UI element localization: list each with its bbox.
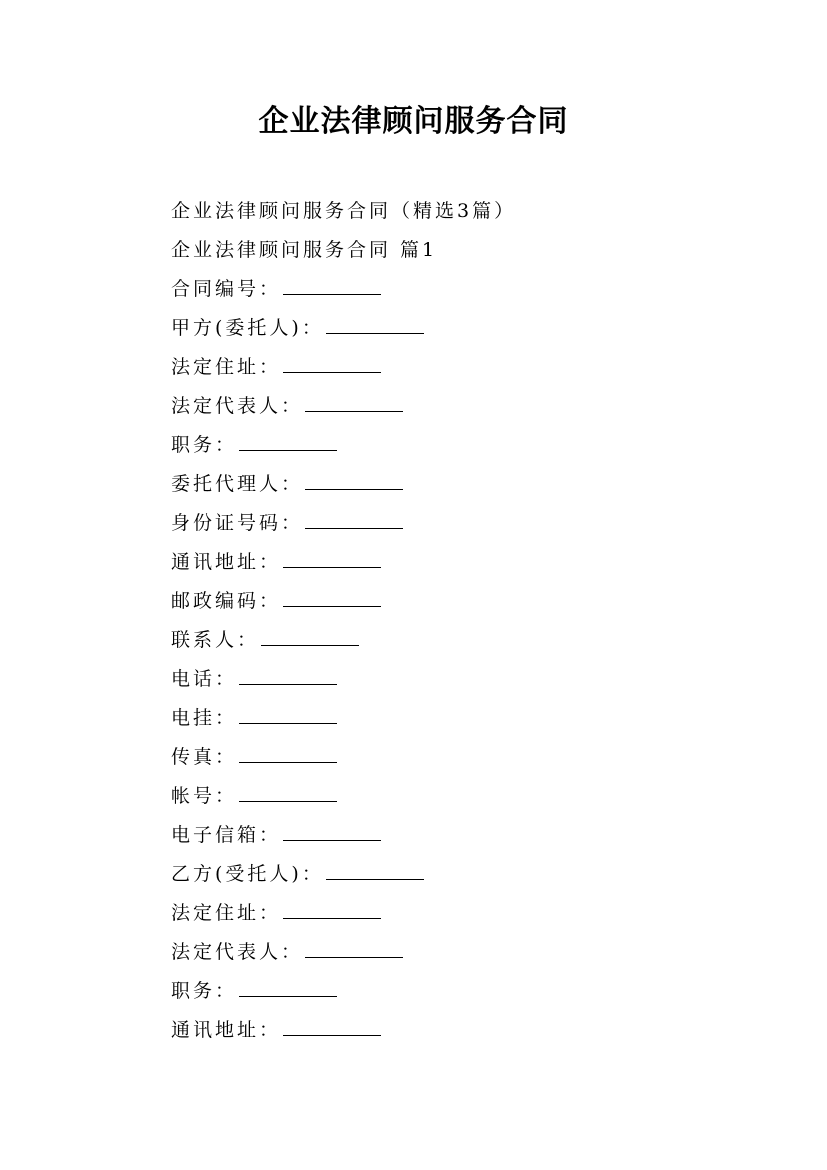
fill-blank [326, 859, 424, 880]
field-position [171, 426, 771, 465]
fill-blank [305, 508, 403, 529]
document-subtitle: 企业法律顾问服务合同（精选3篇） [171, 200, 517, 222]
fill-blank [239, 430, 337, 451]
field-label: 合同编号： [171, 278, 282, 300]
field-id-number [171, 504, 771, 543]
field-telegraph [171, 699, 771, 738]
fill-blank [305, 469, 403, 490]
field-label: 电挂： [171, 707, 238, 729]
field-label: 委托代理人： [171, 473, 304, 495]
field-label: 法定代表人： [171, 941, 304, 963]
field-legal-representative-b [171, 933, 771, 972]
field-label: 甲方(委托人)： [171, 317, 324, 339]
field-label: 身份证号码： [171, 512, 304, 534]
fill-blank [283, 547, 381, 568]
field-label: 电子信箱： [171, 824, 282, 846]
fill-blank [283, 898, 381, 919]
fill-blank [239, 976, 337, 997]
field-mailing-address-b [171, 1011, 771, 1050]
field-phone [171, 660, 771, 699]
field-label: 职务： [171, 980, 238, 1002]
field-label: 职务： [171, 434, 238, 456]
field-label: 法定住址： [171, 902, 282, 924]
field-party-a [171, 309, 771, 348]
fill-blank [239, 703, 337, 724]
section-heading: 企业法律顾问服务合同 篇1 [171, 239, 438, 261]
field-label: 法定住址： [171, 356, 282, 378]
field-label: 邮政编码： [171, 590, 282, 612]
fill-blank [239, 664, 337, 685]
field-position-b [171, 972, 771, 1011]
field-authorized-agent [171, 465, 771, 504]
field-label: 联系人： [171, 629, 260, 651]
field-mailing-address [171, 543, 771, 582]
fill-blank [261, 625, 359, 646]
field-label: 帐号： [171, 785, 238, 807]
fill-blank [283, 586, 381, 607]
field-email [171, 816, 771, 855]
fill-blank [305, 391, 403, 412]
field-fax [171, 738, 771, 777]
field-legal-address [171, 348, 771, 387]
fill-blank [326, 313, 424, 334]
document-body [171, 192, 771, 1050]
fill-blank [283, 1015, 381, 1036]
field-label: 电话： [171, 668, 238, 690]
field-legal-representative [171, 387, 771, 426]
fill-blank [283, 352, 381, 373]
field-label: 乙方(受托人)： [171, 863, 324, 885]
field-label: 传真： [171, 746, 238, 768]
fill-blank [239, 781, 337, 802]
fill-blank [239, 742, 337, 763]
field-postal-code [171, 582, 771, 621]
field-label: 法定代表人： [171, 395, 304, 417]
fill-blank [283, 274, 381, 295]
field-label: 通讯地址： [171, 1019, 282, 1041]
field-contract-number [171, 270, 771, 309]
field-legal-address-b [171, 894, 771, 933]
document-title: 企业法律顾问服务合同 [258, 104, 569, 139]
field-contact-person [171, 621, 771, 660]
field-party-b [171, 855, 771, 894]
fill-blank [283, 820, 381, 841]
field-account [171, 777, 771, 816]
field-label: 通讯地址： [171, 551, 282, 573]
fill-blank [305, 937, 403, 958]
